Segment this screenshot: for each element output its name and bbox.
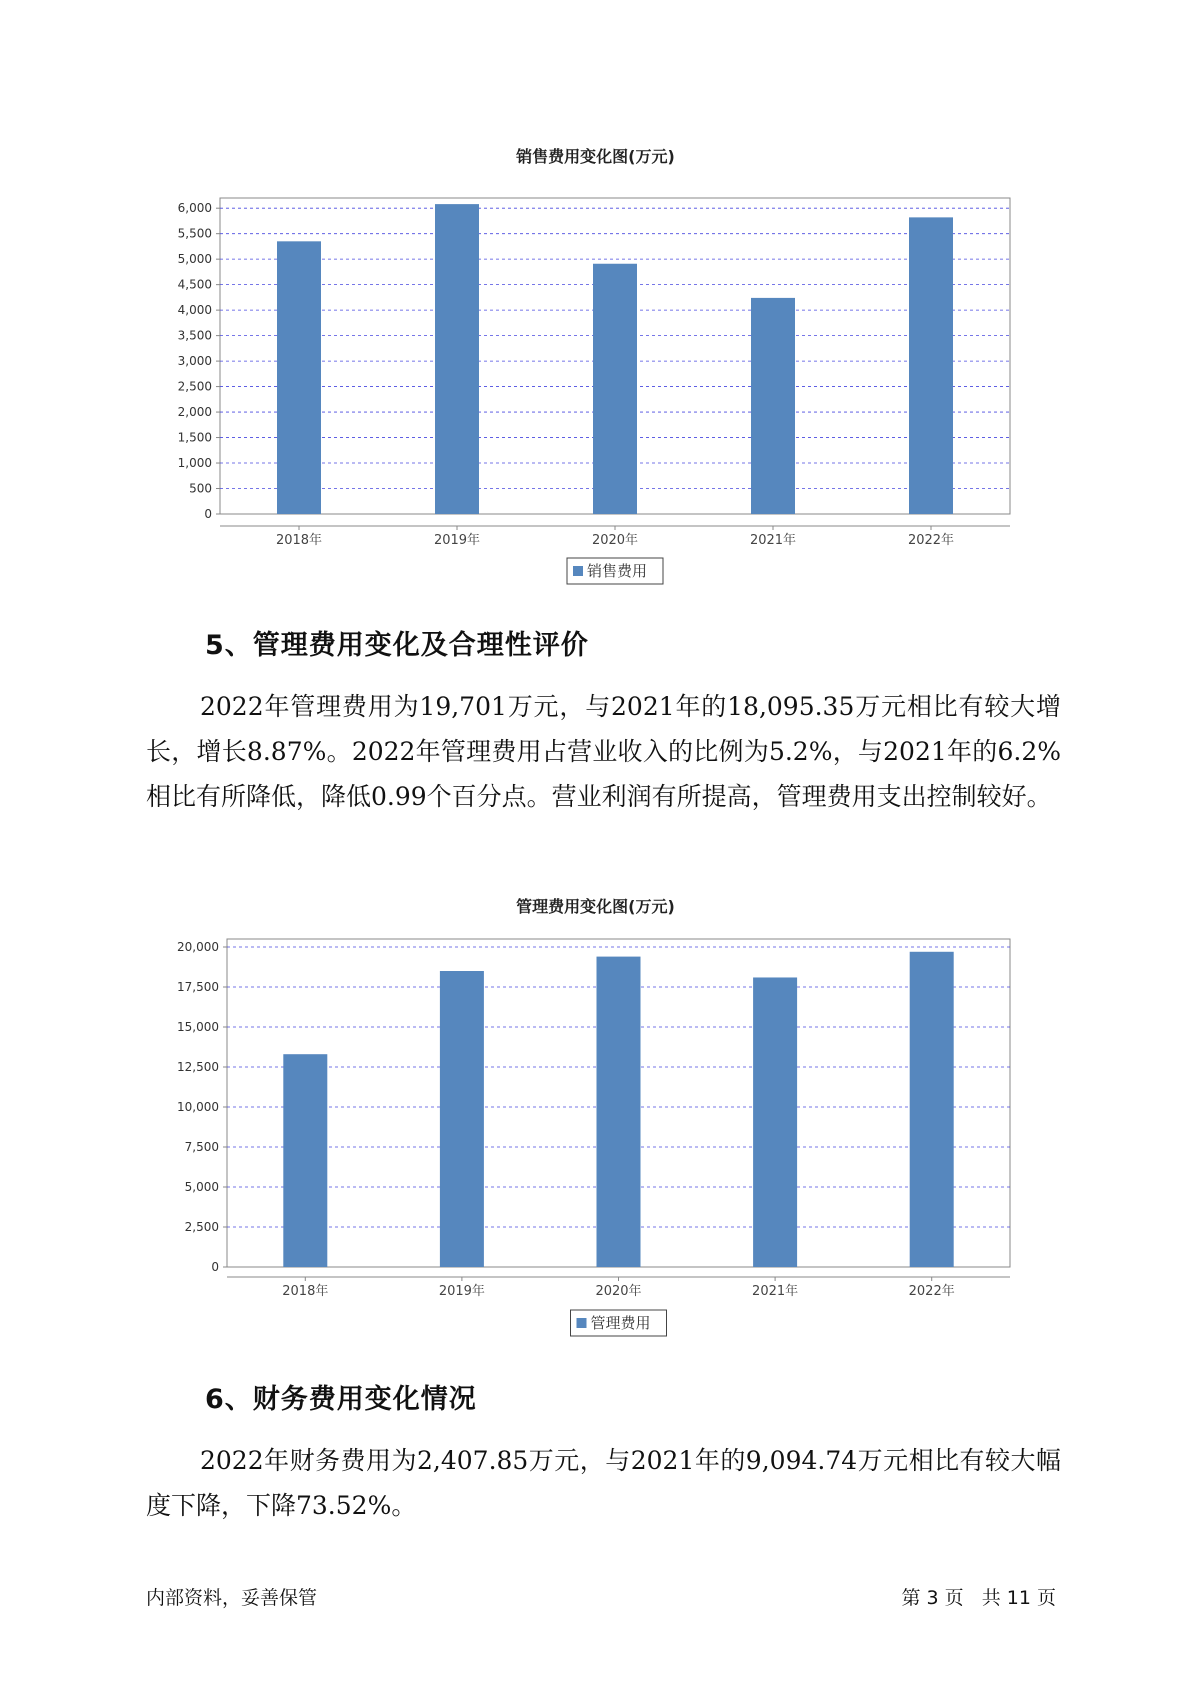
x-tick-label: 2021年: [752, 1284, 799, 1299]
y-tick-label: 10,000: [177, 1100, 219, 1114]
x-tick-label: 2018年: [282, 1284, 329, 1299]
x-tick-label: 2021年: [749, 533, 797, 548]
bar-2020年: [597, 957, 641, 1267]
footer-confidential: 内部资料，妥善保管: [146, 1587, 318, 1609]
x-tick-label: 2019年: [438, 1284, 485, 1299]
x-tick-label: 2022年: [908, 1284, 955, 1299]
legend-label: 销售费用: [587, 562, 648, 580]
chart-2-title: 管理费用变化图(万元): [516, 897, 675, 916]
y-tick-label: 5,000: [184, 1180, 219, 1194]
bar-2018年: [283, 1054, 327, 1267]
y-tick-label: 500: [189, 481, 212, 496]
bar-2019年: [440, 971, 484, 1267]
legend-label: 管理费用: [590, 1314, 651, 1332]
legend: [571, 1310, 667, 1336]
y-tick-label: 0: [211, 1260, 219, 1274]
y-tick-label: 1,000: [177, 456, 212, 471]
y-tick-label: 0: [204, 507, 212, 521]
y-tick-label: 15,000: [177, 1020, 219, 1034]
y-tick-label: 5,000: [177, 252, 212, 267]
x-tick-label: 2018年: [275, 533, 323, 548]
section-6-paragraph: [146, 1438, 1061, 1528]
y-tick-label: 3,500: [177, 328, 212, 343]
y-tick-label: 5,500: [177, 226, 212, 241]
section-5-paragraph-text: 2022年管理费用为19,701万元，与2021年的18,095.35万元相比有较大增长，增长8.87%。2022年管理费用占营业收入的比例为5.2%，与2021年的6.2%相比有所降低，降低0.99个百分点。营业利润有所提高，管理费用支出控制较好。: [146, 692, 1061, 811]
footer-page-number: 第 3 页 共 11 页: [901, 1587, 1056, 1609]
section-6-heading: 6、财务费用变化情况: [205, 1384, 477, 1415]
bar-2021年: [753, 977, 797, 1267]
legend-swatch: [577, 1318, 587, 1328]
y-tick-label: 2,500: [184, 1220, 219, 1234]
y-tick-label: 20,000: [177, 940, 219, 954]
y-tick-label: 12,500: [177, 1060, 219, 1074]
y-tick-label: 6,000: [177, 201, 212, 216]
section-5-heading: 5、管理费用变化及合理性评价: [205, 630, 589, 661]
y-tick-label: 1,500: [177, 430, 212, 445]
y-tick-label: 4,000: [177, 303, 212, 318]
y-tick-label: 17,500: [177, 980, 219, 994]
chart-1-title: 销售费用变化图(万元): [516, 147, 675, 166]
y-tick-label: 2,500: [177, 379, 212, 394]
y-tick-label: 7,500: [184, 1140, 219, 1154]
y-tick-label: 2,000: [177, 405, 212, 420]
bar-2022年: [910, 952, 954, 1267]
x-tick-label: 2020年: [591, 533, 639, 548]
x-tick-label: 2022年: [907, 533, 955, 548]
x-tick-label: 2019年: [433, 533, 481, 548]
y-tick-label: 4,500: [177, 277, 212, 292]
x-tick-label: 2020年: [595, 1284, 642, 1299]
y-tick-label: 3,000: [177, 354, 212, 369]
section-6-paragraph-text: 2022年财务费用为2,407.85万元，与2021年的9,094.74万元相比有较大幅度下降，下降73.52%。: [146, 1446, 1061, 1520]
